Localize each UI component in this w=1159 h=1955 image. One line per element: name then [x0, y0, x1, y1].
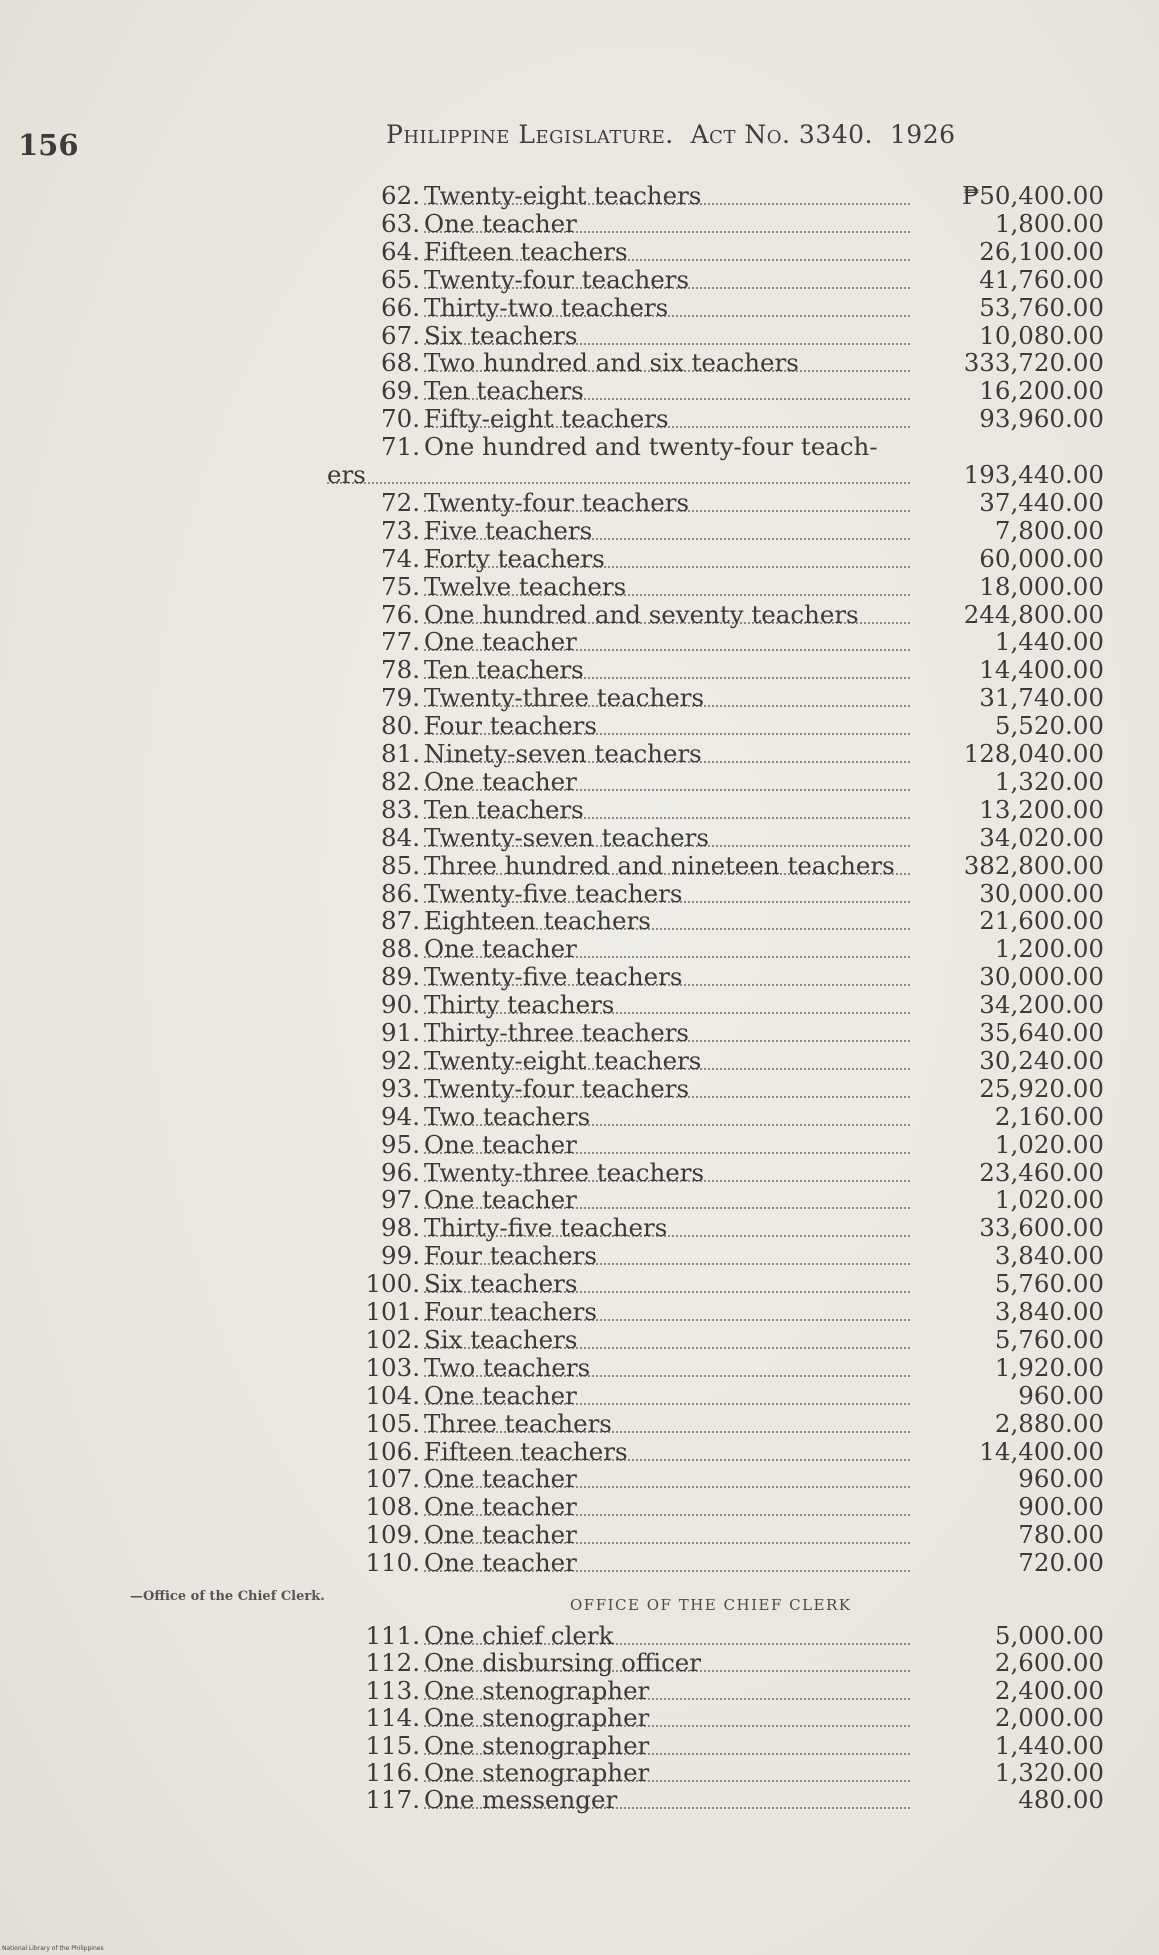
item-amount: 1,320.00	[994, 766, 1104, 796]
item-description-text: Twenty-five teachers	[424, 879, 683, 908]
item-amount: 2,880.00	[994, 1408, 1104, 1438]
item-description	[424, 1786, 910, 1814]
item-description	[424, 1075, 910, 1103]
item-amount: 41,760.00	[979, 264, 1104, 294]
item-description	[424, 1649, 910, 1677]
item-description-text: Three hundred and nineteen teachers	[424, 851, 895, 880]
table-row	[0, 1622, 1159, 1650]
item-description-text: One teacher	[424, 935, 577, 964]
item-number: 79.	[381, 683, 420, 713]
table-row	[0, 573, 1159, 601]
item-description-text: One teacher	[424, 1381, 577, 1410]
item-number: 108.	[365, 1492, 420, 1522]
table-row	[0, 824, 1159, 852]
item-description	[424, 294, 910, 322]
running-head-legislature: Philippine Legislature.	[386, 120, 674, 149]
item-description-text: Eighteen teachers	[424, 907, 651, 936]
item-amount: 1,020.00	[994, 1129, 1104, 1159]
item-number: 112.	[365, 1648, 420, 1678]
item-description-text: Ninety-seven teachers	[424, 740, 702, 768]
item-description	[424, 238, 910, 266]
table-row	[0, 1298, 1159, 1326]
table-row	[0, 880, 1159, 908]
item-description-text: Ten teachers	[424, 377, 584, 406]
item-description-continuation-text: ers	[327, 461, 366, 489]
table-row	[0, 1242, 1159, 1270]
item-number: 105.	[365, 1408, 420, 1438]
table-row	[0, 1438, 1159, 1466]
item-amount: 34,020.00	[979, 822, 1104, 852]
item-description	[424, 210, 910, 238]
item-number: 113.	[365, 1675, 420, 1705]
item-description	[424, 1103, 910, 1131]
item-description	[424, 517, 910, 545]
item-description	[424, 1159, 910, 1187]
item-number: 77.	[381, 627, 420, 657]
table-row	[0, 517, 1159, 545]
item-description	[424, 1732, 910, 1760]
item-number: 63.	[381, 208, 420, 238]
item-description-text: Twenty-three teachers	[424, 1158, 705, 1187]
table-row	[0, 684, 1159, 712]
item-description	[424, 656, 910, 684]
item-description-text: Four teachers	[424, 712, 597, 741]
item-number: 76.	[381, 599, 420, 629]
item-description-text: Thirty-two teachers	[424, 293, 669, 322]
item-description-text: One stenographer	[424, 1704, 650, 1733]
table-row	[0, 712, 1159, 740]
table-row	[0, 1704, 1159, 1732]
item-number: 114.	[365, 1703, 420, 1733]
item-amount: 720.00	[1018, 1548, 1104, 1578]
item-amount: 333,720.00	[963, 348, 1104, 378]
item-description-text: Four teachers	[424, 1298, 597, 1326]
item-description-text: Six teachers	[424, 1270, 578, 1299]
item-number: 110.	[365, 1548, 420, 1578]
table-row	[0, 182, 1159, 210]
item-amount: 193,440.00	[963, 460, 1104, 489]
item-description	[424, 1047, 910, 1075]
item-number: 83.	[381, 794, 420, 824]
table-row	[0, 1649, 1159, 1677]
table-row	[0, 238, 1159, 266]
item-number: 101.	[365, 1297, 420, 1326]
item-amount: 2,600.00	[994, 1648, 1104, 1678]
table-row	[0, 1759, 1159, 1787]
item-amount: 33,600.00	[979, 1213, 1104, 1243]
table-row	[0, 322, 1159, 350]
item-amount: 53,760.00	[979, 292, 1104, 322]
item-number: 71.	[381, 432, 420, 462]
item-amount: 16,200.00	[979, 376, 1104, 406]
item-number: 65.	[381, 264, 420, 294]
table-row	[0, 210, 1159, 238]
table-row	[0, 740, 1159, 768]
item-description	[424, 963, 910, 991]
item-number: 75.	[381, 571, 420, 601]
table-row	[0, 1521, 1159, 1549]
item-number: 88.	[381, 934, 420, 964]
item-description-text: Ten teachers	[424, 795, 584, 824]
item-description-text: Twelve teachers	[424, 572, 627, 601]
item-number: 62.	[381, 181, 420, 210]
item-description-continuation	[327, 461, 910, 489]
table-row	[0, 1019, 1159, 1047]
item-description-text: Fifty-eight teachers	[424, 405, 669, 434]
item-description-text: Thirty teachers	[424, 991, 615, 1020]
item-number: 66.	[381, 292, 420, 322]
item-description	[424, 1759, 910, 1787]
item-description	[424, 1704, 910, 1732]
item-number: 81.	[381, 739, 420, 768]
item-description-text: Six teachers	[424, 321, 578, 350]
item-description-text: Thirty-three teachers	[424, 1019, 689, 1047]
table-row	[0, 796, 1159, 824]
item-number: 111.	[365, 1621, 420, 1650]
item-number: 70.	[381, 404, 420, 434]
table-row	[0, 1103, 1159, 1131]
item-number: 82.	[381, 766, 420, 796]
item-amount: 60,000.00	[979, 543, 1104, 573]
item-amount: 244,800.00	[963, 599, 1104, 629]
item-amount: 35,640.00	[979, 1018, 1104, 1047]
item-description	[424, 377, 910, 405]
item-description	[424, 1465, 910, 1493]
item-number: 64.	[381, 236, 420, 266]
item-number: 102.	[365, 1324, 420, 1354]
table-row	[0, 768, 1159, 796]
item-amount: 1,920.00	[994, 1352, 1104, 1382]
item-description-text: Twenty-four teachers	[424, 265, 690, 294]
table-row	[0, 1214, 1159, 1242]
item-number: 97.	[381, 1185, 420, 1215]
item-description-text: One stenographer	[424, 1759, 650, 1787]
item-description-text: One hundred and twenty-four teach-	[424, 433, 878, 462]
item-description-text: One chief clerk	[424, 1622, 614, 1650]
item-number: 92.	[381, 1045, 420, 1075]
item-description-text: Twenty-five teachers	[424, 963, 683, 992]
table-row	[0, 1410, 1159, 1438]
item-number: 94.	[381, 1101, 420, 1131]
item-amount: 21,600.00	[979, 906, 1104, 936]
item-amount: ₱50,400.00	[962, 181, 1104, 210]
item-amount: 14,400.00	[979, 655, 1104, 685]
table-row	[0, 405, 1159, 433]
item-amount: 1,440.00	[994, 627, 1104, 657]
item-amount: 18,000.00	[979, 571, 1104, 601]
item-amount: 3,840.00	[994, 1297, 1104, 1326]
item-amount: 23,460.00	[979, 1157, 1104, 1187]
item-amount: 1,020.00	[994, 1185, 1104, 1215]
item-description	[424, 712, 910, 740]
item-amount: 30,000.00	[979, 878, 1104, 908]
item-description-text: Twenty-eight teachers	[424, 1046, 702, 1075]
item-description	[424, 601, 910, 629]
table-row	[0, 963, 1159, 991]
item-description	[424, 489, 910, 517]
item-description	[424, 768, 910, 796]
table-row	[0, 433, 1159, 461]
item-description-text: Two teachers	[424, 1353, 591, 1382]
item-number: 87.	[381, 906, 420, 936]
item-description	[424, 907, 910, 935]
running-head	[386, 120, 956, 149]
item-description-text: Twenty-four teachers	[424, 1074, 690, 1103]
item-amount: 26,100.00	[979, 236, 1104, 266]
item-number: 93.	[381, 1073, 420, 1103]
item-description-text: Twenty-four teachers	[424, 488, 690, 517]
item-description	[424, 545, 910, 573]
item-number: 86.	[381, 878, 420, 908]
item-number: 109.	[365, 1520, 420, 1550]
table-row	[0, 1159, 1159, 1187]
item-number: 89.	[381, 962, 420, 992]
item-number: 117.	[365, 1785, 420, 1815]
item-description	[424, 991, 910, 1019]
item-number: 116.	[365, 1758, 420, 1787]
item-amount: 128,040.00	[963, 739, 1104, 768]
item-description	[424, 1677, 910, 1705]
item-description-text: Ten teachers	[424, 656, 584, 685]
item-description-text: Six teachers	[424, 1325, 578, 1354]
item-number: 73.	[381, 515, 420, 545]
item-amount: 3,840.00	[994, 1241, 1104, 1271]
item-number: 85.	[381, 850, 420, 880]
item-number: 67.	[381, 320, 420, 350]
item-amount: 1,440.00	[994, 1730, 1104, 1760]
item-description-text: One teacher	[424, 767, 577, 796]
item-description	[424, 349, 910, 377]
side-note: —Office of the Chief Clerk.	[130, 1589, 325, 1604]
item-amount: 960.00	[1018, 1464, 1104, 1494]
table-row	[0, 907, 1159, 935]
table-row	[0, 294, 1159, 322]
item-description-text: Five teachers	[424, 516, 593, 545]
table-row	[0, 601, 1159, 629]
dot-leader	[327, 482, 910, 484]
table-row	[0, 1382, 1159, 1410]
item-description	[424, 684, 910, 712]
item-description-text: Thirty-five teachers	[424, 1214, 668, 1243]
table-row	[0, 1186, 1159, 1214]
item-description	[424, 852, 910, 880]
table-row	[0, 1131, 1159, 1159]
item-description-text: One messenger	[424, 1786, 618, 1815]
table-row	[0, 1677, 1159, 1705]
item-description	[424, 1214, 910, 1242]
item-description-text: Three teachers	[424, 1409, 612, 1438]
table-row	[0, 377, 1159, 405]
item-amount: 7,800.00	[994, 515, 1104, 545]
item-description	[424, 1186, 910, 1214]
item-amount: 13,200.00	[979, 794, 1104, 824]
item-description	[424, 1242, 910, 1270]
item-amount: 2,000.00	[994, 1703, 1104, 1733]
item-description	[424, 1493, 910, 1521]
item-description-text: One stenographer	[424, 1676, 650, 1705]
item-number: 84.	[381, 822, 420, 852]
item-description-text: One hundred and seventy teachers	[424, 600, 859, 629]
item-number: 80.	[381, 711, 420, 741]
item-description	[424, 182, 910, 210]
item-description	[424, 1521, 910, 1549]
item-number: 98.	[381, 1213, 420, 1243]
table-row	[0, 545, 1159, 573]
item-amount: 25,920.00	[979, 1073, 1104, 1103]
item-number: 72.	[381, 487, 420, 517]
item-amount: 93,960.00	[979, 404, 1104, 434]
item-amount: 34,200.00	[979, 990, 1104, 1020]
item-description	[424, 1354, 910, 1382]
table-row	[0, 1493, 1159, 1521]
item-number: 96.	[381, 1157, 420, 1187]
table-row	[0, 991, 1159, 1019]
item-description-text: One teacher	[424, 209, 577, 238]
item-description-text: Twenty-eight teachers	[424, 182, 702, 210]
item-description	[424, 824, 910, 852]
item-description-text: One teacher	[424, 1521, 577, 1550]
item-description	[424, 1019, 910, 1047]
item-description	[424, 1438, 910, 1466]
item-description	[424, 628, 910, 656]
item-amount: 30,240.00	[979, 1045, 1104, 1075]
item-amount: 5,000.00	[994, 1621, 1104, 1650]
item-description	[424, 573, 910, 601]
item-number: 107.	[365, 1464, 420, 1494]
item-description-text: One teacher	[424, 1493, 577, 1522]
item-amount: 382,800.00	[963, 850, 1104, 880]
item-number: 91.	[381, 1018, 420, 1047]
table-row	[0, 1732, 1159, 1760]
item-amount: 10,080.00	[979, 320, 1104, 350]
item-description	[424, 1131, 910, 1159]
item-number: 69.	[381, 376, 420, 406]
item-description	[424, 1410, 910, 1438]
item-number: 78.	[381, 655, 420, 685]
item-description	[424, 796, 910, 824]
table-row	[0, 1326, 1159, 1354]
item-description	[424, 266, 910, 294]
item-number: 115.	[365, 1730, 420, 1760]
item-description-text: Fifteen teachers	[424, 237, 628, 266]
item-description-text: One stenographer	[424, 1731, 650, 1760]
table-row	[0, 1270, 1159, 1298]
item-description-text: One teacher	[424, 1186, 577, 1215]
item-description-text: Fifteen teachers	[424, 1437, 628, 1466]
item-amount: 960.00	[1018, 1380, 1104, 1410]
item-amount: 780.00	[1018, 1520, 1104, 1550]
item-amount: 31,740.00	[979, 683, 1104, 713]
table-row	[0, 349, 1159, 377]
item-description	[424, 405, 910, 433]
item-amount: 37,440.00	[979, 487, 1104, 517]
table-row	[0, 1786, 1159, 1814]
item-amount: 2,400.00	[994, 1675, 1104, 1705]
item-description	[424, 1549, 910, 1577]
item-description-text: Four teachers	[424, 1242, 597, 1271]
item-description	[424, 1270, 910, 1298]
table-row	[0, 1047, 1159, 1075]
table-row	[0, 852, 1159, 880]
section-heading: OFFICE OF THE CHIEF CLERK	[570, 1596, 852, 1614]
item-number: 90.	[381, 990, 420, 1020]
item-amount: 30,000.00	[979, 962, 1104, 992]
item-number: 103.	[365, 1352, 420, 1382]
item-description-text: Two hundred and six teachers	[424, 349, 799, 378]
item-description	[424, 1298, 910, 1326]
item-amount: 900.00	[1018, 1492, 1104, 1522]
page-number: 156	[18, 128, 79, 162]
item-amount: 480.00	[1018, 1785, 1104, 1815]
table-row	[0, 935, 1159, 963]
item-amount: 1,800.00	[994, 208, 1104, 238]
running-head-act: Act No. 3340.	[690, 120, 873, 149]
item-description	[424, 322, 910, 350]
item-amount: 1,320.00	[994, 1758, 1104, 1787]
table-row	[0, 266, 1159, 294]
item-number: 100.	[365, 1269, 420, 1299]
item-description	[424, 880, 910, 908]
item-description-text: One teacher	[424, 1130, 577, 1159]
running-head-year: 1926	[889, 120, 956, 149]
item-description	[424, 433, 910, 461]
item-description-text: One disbursing officer	[424, 1649, 702, 1678]
item-description-text: One teacher	[424, 1549, 577, 1578]
table-row	[0, 1465, 1159, 1493]
item-amount: 5,520.00	[994, 711, 1104, 741]
item-amount: 5,760.00	[994, 1269, 1104, 1299]
item-number: 104.	[365, 1380, 420, 1410]
item-description	[424, 1326, 910, 1354]
item-description	[424, 740, 910, 768]
item-description	[424, 1622, 910, 1650]
item-amount: 2,160.00	[994, 1101, 1104, 1131]
item-amount: 5,760.00	[994, 1324, 1104, 1354]
item-description-text: Two teachers	[424, 1102, 591, 1131]
item-number: 106.	[365, 1436, 420, 1466]
item-description-text: One teacher	[424, 628, 577, 657]
table-row	[0, 1075, 1159, 1103]
footer-credit: National Library of the Philippines	[2, 1945, 104, 1952]
table-row	[0, 656, 1159, 684]
table-row	[0, 628, 1159, 656]
item-description-text: One teacher	[424, 1465, 577, 1494]
table-row	[0, 1549, 1159, 1577]
item-number: 74.	[381, 543, 420, 573]
item-number: 68.	[381, 348, 420, 378]
table-row-continuation	[0, 461, 1159, 489]
item-number: 99.	[381, 1241, 420, 1271]
item-description	[424, 1382, 910, 1410]
item-description-text: Twenty-three teachers	[424, 684, 705, 713]
item-number: 95.	[381, 1129, 420, 1159]
item-description	[424, 935, 910, 963]
item-amount: 1,200.00	[994, 934, 1104, 964]
item-description-text: Forty teachers	[424, 544, 605, 573]
item-amount: 14,400.00	[979, 1436, 1104, 1466]
table-row	[0, 489, 1159, 517]
item-description-text: Twenty-seven teachers	[424, 823, 709, 852]
table-row	[0, 1354, 1159, 1382]
